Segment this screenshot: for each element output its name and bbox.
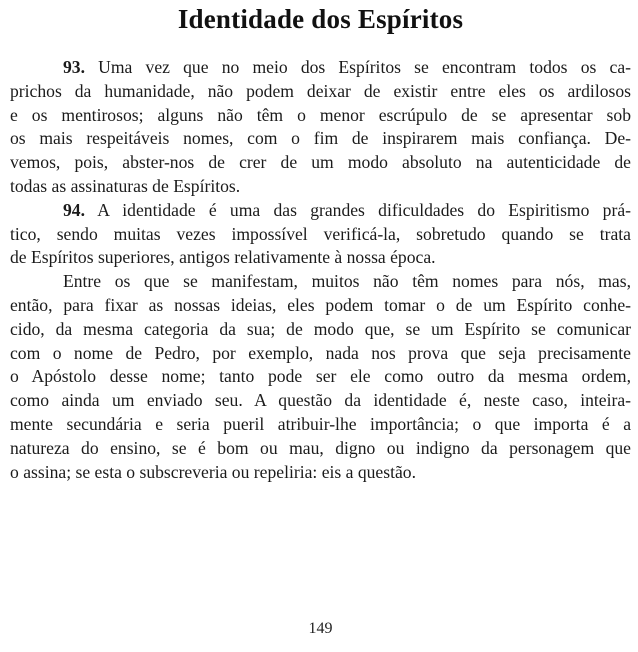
- paragraph-94: [10, 199, 631, 270]
- paragraph-93: [10, 56, 631, 199]
- page-title: Identidade dos Espíritos: [177, 4, 464, 34]
- text-line: os mais respeitáveis nomes, com o fim de inspirarem mais confiança. De-: [10, 128, 631, 149]
- text-line: 93. Uma vez que no meio dos Espíritos se encontram todos os ca-: [63, 57, 631, 77]
- text-line: 94. A identidade é uma das grandes dificuldades do Espiritismo prá-: [63, 199, 631, 220]
- text-line: com o nome de Pedro, por exemplo, nada nos prova que seja precisamente: [10, 342, 631, 363]
- text-line: e os mentirosos; alguns não têm o menor escrúpulo de se apresentar sob: [10, 104, 631, 125]
- paragraph-number: 93.: [63, 57, 85, 77]
- text-line: Entre os que se manifestam, muitos não têm nomes para nós, mas,: [63, 271, 631, 292]
- text-line: mente secundária e seria pueril atribuir-lhe importância; o que importa é a: [10, 413, 631, 434]
- text-line: como ainda um enviado seu. A questão da identidade é, neste caso, inteira-: [10, 390, 631, 411]
- text-line: tico, sendo muitas vezes impossível verificá-la, sobretudo quando se trata: [10, 223, 631, 244]
- text-line: todas as assinaturas de Espíritos.: [10, 175, 241, 196]
- text-line: cido, da mesma categoria da sua; de modo que, se um Espírito se comunicar: [10, 318, 631, 339]
- text-line: o assina; se esta o subscreveria ou repeliria: eis a questão.: [10, 461, 416, 482]
- text-line: prichos da humanidade, não podem deixar de existir entre eles os ardilosos: [10, 80, 631, 101]
- text-line: então, para fixar as nossas ideias, eles podem tomar o de um Espírito conhe-: [10, 294, 631, 315]
- text-line: de Espíritos superiores, antigos relativamente à nossa época.: [10, 247, 436, 268]
- book-page: [10, 0, 631, 652]
- text-line: natureza do ensino, se é bom ou mau, digno ou indigno da personagem que: [10, 437, 631, 458]
- paragraph-3: [10, 270, 631, 484]
- paragraph-number: 94.: [63, 199, 85, 220]
- page-number: 149: [308, 620, 333, 637]
- text-line: vemos, pois, abster-nos de crer de um modo absoluto na autenticidade de: [10, 152, 631, 173]
- body-text: [10, 56, 631, 484]
- text-line: o Apóstolo desse nome; tanto pode ser ele como outro da mesma ordem,: [10, 366, 631, 387]
